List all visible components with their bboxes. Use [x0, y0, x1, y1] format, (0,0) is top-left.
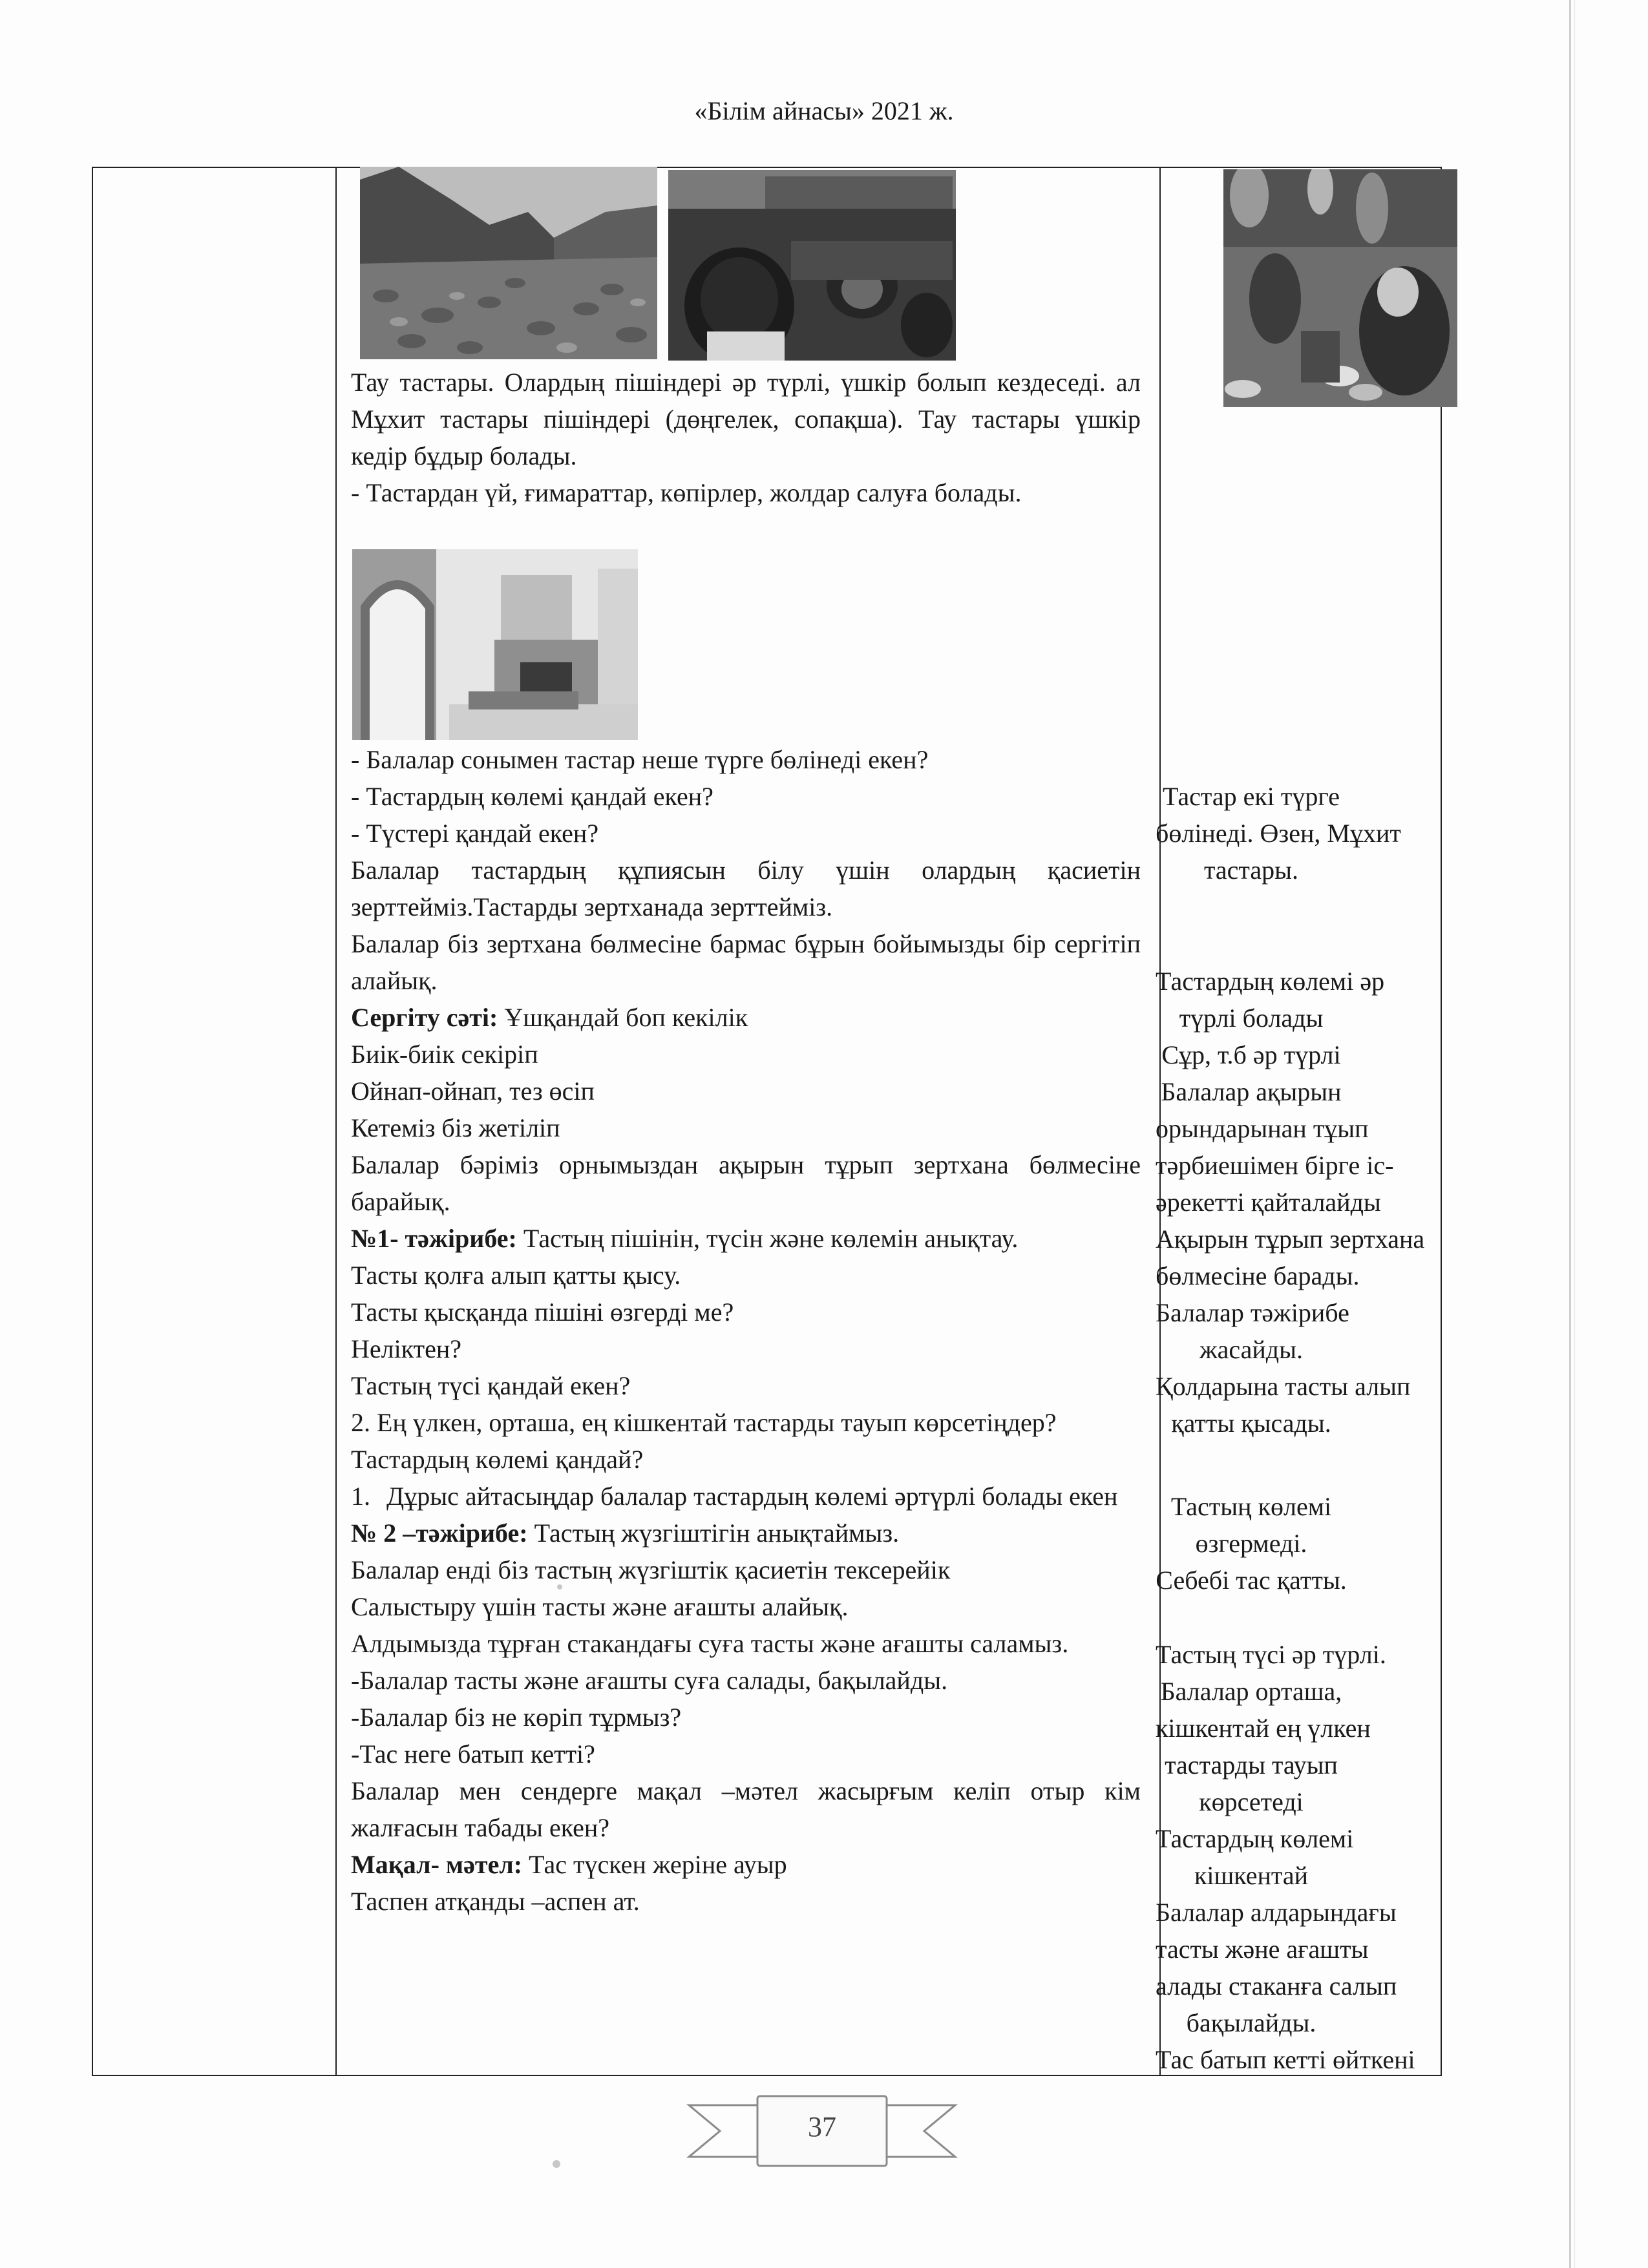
right-line: Тастардың көлемі әр: [1156, 967, 1385, 996]
right-line: Тастың көлемі: [1170, 1492, 1332, 1521]
right-line: түрлі болады: [1179, 1003, 1324, 1033]
numbered-item: [351, 1478, 1141, 1515]
scan-speck: [557, 1584, 562, 1590]
right-line: алады стаканға салып: [1156, 1971, 1397, 2000]
page-header: «Білім айнасы» 2021 ж.: [694, 96, 954, 125]
right-line: Тас батып кетті өйткені: [1156, 2045, 1415, 2074]
scan-edge-line: [1569, 0, 1571, 2268]
poem-line-2: Биік-биік секіріп: [351, 1040, 538, 1069]
proverb-label: Мақал- мәтел:: [351, 1850, 523, 1879]
experiment-2-text: Тастың жүзгіштігін анықтаймыз.: [527, 1518, 900, 1548]
paragraph-buildings: [351, 474, 1141, 511]
question-types: - Балалар сонымен тастар неше түрге бөлінеді екен?: [351, 745, 929, 774]
line-size: Тастардың көлемі қандай?: [351, 1445, 644, 1474]
right-line: тасты және ағашты: [1156, 1935, 1369, 1964]
sergitu-text: Ұшқандай боп кекілік: [498, 1003, 748, 1032]
right-line: жасайды.: [1199, 1335, 1304, 1364]
scan-edge-line-2: [1574, 0, 1575, 2268]
right-line: қатты қысады.: [1171, 1409, 1331, 1438]
paragraph-go-to-lab: Балалар бәріміз орнымыздан ақырын тұрып зертхана бөлмесіне барайық.: [351, 1150, 1141, 1216]
experiment-1-text: Тастың пішінін, түсін және көлемін анықтау.: [516, 1224, 1019, 1253]
main-text-block: [351, 741, 1141, 1920]
right-line: Тастар екі түрге: [1162, 782, 1340, 811]
paragraph-mountain-stones: [351, 364, 1141, 474]
numbered-item-number: 1.: [351, 1482, 370, 1511]
proverb-text: Тас түскен жеріне ауыр: [522, 1850, 787, 1879]
right-line: тастары.: [1203, 856, 1299, 885]
right-line: Тастардың көлемі: [1156, 1824, 1354, 1853]
experiment-1: [351, 1220, 1141, 1257]
paragraph-exercise-intro: Балалар біз зертхана бөлмесіне бармас бұрын бойымызды бір сергітіп алайық.: [351, 929, 1141, 995]
line-color: Тастың түсі қандай екен?: [351, 1371, 631, 1400]
paragraph-find-stones: 2. Ең үлкен, орташа, ең кішкентай тастарды тауып көрсетіңдер?: [351, 1408, 1057, 1437]
right-line: кішкентай: [1194, 1861, 1309, 1890]
line-shape-change: Тасты қысқанда пішіні өзгерді ме?: [351, 1297, 734, 1327]
right-line: Тастың түсі әр түрлі.: [1156, 1640, 1386, 1669]
poem-line-4: Кетеміз біз жетіліп: [351, 1113, 560, 1142]
right-line: әрекетті қайталайды: [1156, 1188, 1381, 1217]
line-float-check: Балалар енді біз тастың жүзгіштік қасиетін тексерейік: [351, 1555, 951, 1584]
kids-outdoor-photo: [1223, 169, 1457, 407]
right-line: көрсетеді: [1199, 1787, 1304, 1816]
right-line: бөлмесіне барады.: [1156, 1261, 1360, 1290]
children-stones-photo: [668, 170, 956, 361]
right-line: Ақырын тұрып зертхана: [1156, 1224, 1425, 1254]
paragraph-text: Тау тастары. Олардың пішіндері әр түрлі, үшкір болып кездеседі. ал Мұхит тастары пішіндері (дөңгелек, сопақша). Тау тастары үшкір кедір бұдыр болады.: [351, 368, 1141, 470]
numbered-item-text: Дұрыс айтасыңдар балалар тастардың көлемі әртүрлі болады екен: [386, 1482, 1118, 1511]
sergitu-label: Сергіту сәті:: [351, 1003, 498, 1032]
right-block-4: [1156, 1636, 1415, 2078]
right-block-2: [1156, 963, 1425, 1442]
proverb-line-2: Таспен атқанды –аспен ат.: [351, 1887, 640, 1916]
experiment-2: [351, 1515, 1141, 1551]
experiment-1-label: №1- тәжірибе:: [351, 1224, 517, 1253]
line-why: Неліктен?: [351, 1334, 462, 1363]
right-line: тастарды тауып: [1165, 1750, 1338, 1780]
right-line: Балалар орташа,: [1160, 1677, 1342, 1706]
scan-speck: [553, 2160, 560, 2168]
right-line: орындарынан тұып: [1156, 1114, 1369, 1143]
right-line: тәрбиешімен бірге іс-: [1156, 1151, 1394, 1180]
right-line: өзгермеді.: [1195, 1529, 1307, 1558]
line-why-sink: -Тас неге батып кетті?: [351, 1739, 595, 1769]
right-block-1: [1156, 778, 1401, 888]
sergitu-line: [351, 999, 1141, 1036]
mountain-stones-photo: [360, 167, 657, 359]
paragraph-proverb-intro: Балалар мен сендерге мақал –мәтел жасырғым келіп отыр кім жалғасын табады екен?: [351, 1776, 1141, 1842]
paragraph-research: Балалар тастардың құпиясын білу үшін олардың қасиетін зерттейміз.Тастарды зертханада зерттейміз.: [351, 856, 1141, 921]
right-line: Балалар алдарындағы: [1156, 1898, 1397, 1927]
right-line: Себебі тас қатты.: [1156, 1566, 1347, 1595]
line-observe: -Балалар тасты және ағашты суға салады, бақылайды.: [351, 1666, 948, 1695]
right-line: Балалар тәжірибе: [1156, 1298, 1349, 1327]
paragraph-glass: Алдымызда тұрған стакандағы суға тасты және ағашты саламыз.: [351, 1629, 1069, 1658]
column-divider-1: [335, 168, 337, 2075]
experiment-2-label: № 2 –тәжірибе:: [351, 1518, 528, 1548]
right-line: бақылайды.: [1186, 2008, 1316, 2037]
right-line: бөлінеді. Өзен, Мұхит: [1156, 819, 1401, 848]
right-block-3: [1156, 1488, 1347, 1599]
right-line: кішкентай ең үлкен: [1156, 1714, 1371, 1743]
page-number: 37: [808, 2111, 836, 2143]
proverb-line: [351, 1846, 1141, 1883]
question-colors: - Түстері қандай екен?: [351, 819, 599, 848]
line-what-see: -Балалар біз не көріп тұрмыз?: [351, 1703, 682, 1732]
line-compare: Салыстыру үшін тасты және ағашты алайық.: [351, 1592, 849, 1621]
right-line: Балалар ақырын: [1161, 1077, 1342, 1106]
poem-line-3: Ойнап-ойнап, тез өсіп: [351, 1076, 595, 1106]
question-size: - Тастардың көлемі қандай екен?: [351, 782, 713, 811]
stone-room-photo: [352, 549, 638, 740]
paragraph-text: - Тастардан үй, ғимараттар, көпірлер, жолдар салуға болады.: [351, 478, 1022, 507]
page-number-ribbon: [686, 2094, 958, 2171]
line-squeeze: Тасты қолға алып қатты қысу.: [351, 1261, 681, 1290]
right-line: Қолдарына тасты алып: [1156, 1372, 1411, 1401]
right-line: Сұр, т.б әр түрлі: [1161, 1040, 1341, 1069]
